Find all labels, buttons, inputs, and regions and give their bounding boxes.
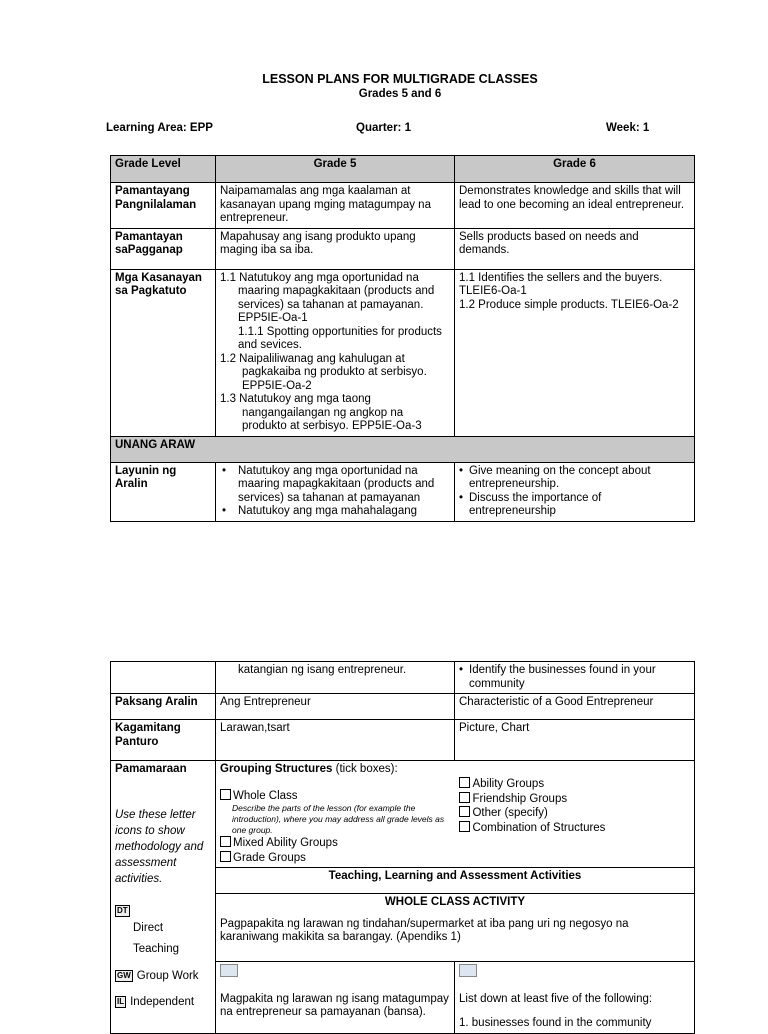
table-row	[111, 269, 695, 436]
row-label: Pamantayan saPagganap	[111, 228, 216, 269]
competency-line: 1.3 Natutukoy ang mga taong	[220, 393, 371, 405]
cell-grade6	[455, 462, 695, 521]
objective-bullet: • Natutukoy ang mga oportunidad na maaring mapagkakitaan (products and services) sa tahanan at pamayanan	[220, 465, 450, 506]
checkbox-label: Ability Groups	[472, 778, 545, 790]
ability-groups-checkbox[interactable]	[459, 777, 470, 788]
cell-grade6	[455, 269, 695, 436]
section-band: UNANG ARAW	[111, 436, 695, 462]
row-label: Paksang Aralin	[111, 694, 216, 720]
il-icon: IL	[117, 996, 125, 1006]
legend-label: Independent	[130, 995, 195, 1008]
competency-line: maaring mapagkakitaan (products and services) sa tahanan at pamayanan. EPP5IE-Oa-1	[238, 285, 435, 324]
competency-line: 1.1.1 Spotting opportunities for products and sevices.	[238, 325, 442, 351]
other-checkbox[interactable]	[459, 806, 470, 817]
competency-line: nangangailangan ng angkop na produkto at serbisyo. EPP5IE-Oa-3	[242, 406, 422, 432]
dt-icon: DT	[117, 905, 128, 915]
objective-continued: katangian ng isang entrepreneur.	[238, 664, 407, 676]
objective-bullet: • Natutukoy ang mga mahahalagang	[220, 505, 450, 519]
cell-grade5	[216, 269, 455, 436]
header-grade-5: Grade 5	[216, 156, 455, 183]
section-band-row	[111, 436, 695, 462]
document-title: LESSON PLANS FOR MULTIGRADE CLASSES	[262, 72, 538, 86]
row-label: Layunin ng Aralin	[111, 462, 216, 521]
friendship-groups-checkbox[interactable]	[459, 792, 470, 803]
row-label: Kagamitang Panturo	[111, 720, 216, 761]
checkbox-label: Mixed Ability Groups	[233, 837, 338, 849]
grouping-hint: (tick boxes):	[332, 763, 398, 775]
legend-group-work	[115, 970, 211, 984]
cell-grade6: Demonstrates knowledge and skills that will lead to one becoming an ideal entrepreneur.	[455, 183, 695, 229]
lesson-table-bottom	[110, 661, 695, 1034]
legend-direct-teaching	[115, 905, 211, 961]
checkbox-label: Whole Class	[233, 789, 298, 802]
cell-grade6	[455, 662, 695, 694]
objective-bullet: • Give meaning on the concept about entrepreneurship.	[459, 465, 690, 492]
tla-heading: Teaching, Learning and Assessment Activities	[216, 868, 695, 894]
pamamaraan-cell	[111, 761, 216, 1034]
whole-class-heading: WHOLE CLASS ACTIVITY	[216, 894, 695, 914]
cell-grade5-activity	[216, 962, 455, 1034]
cell-grade5	[216, 662, 455, 694]
grade-groups-checkbox[interactable]	[220, 851, 231, 862]
lesson-table-top	[110, 155, 695, 522]
competency-line: 1.2 Naipaliliwanag ang kahulugan at	[220, 352, 405, 365]
objective-bullet: • Discuss the importance of entrepreneurship	[459, 492, 690, 519]
combination-checkbox[interactable]	[459, 821, 470, 832]
cell-grade6: Characteristic of a Good Entrepreneur	[455, 694, 695, 720]
competency-line: pagkakaiba ng produkto at serbisyo. EPP5IE-Oa-2	[242, 366, 427, 392]
table-header-row	[111, 156, 695, 183]
learning-area: Learning Area: EPP	[106, 122, 213, 134]
week: Week: 1	[606, 122, 650, 134]
table-row	[111, 720, 695, 761]
legend-label: Teaching	[133, 943, 180, 955]
cell-grade5: Larawan,tsart	[216, 720, 455, 761]
cell-grade5: Mapahusay ang isang produkto upang maging iba sa iba.	[216, 228, 455, 269]
table-row	[111, 662, 695, 694]
competency-line: 1.1 Identifies the sellers and the buyers. TLEIE6-Oa-1	[459, 271, 663, 297]
checkbox-label: Other (specify)	[472, 807, 548, 819]
table-row	[111, 462, 695, 521]
header-grade-6: Grade 6	[455, 156, 695, 183]
legend-note: Use these letter icons to show methodology and assessment activities.	[115, 808, 204, 885]
quarter: Quarter: 1	[356, 122, 411, 134]
grade5-activity-text: Magpakita ng larawan ng isang matagumpay na entrepreneur sa pamayanan (bansa).	[220, 992, 449, 1018]
legend-label: Direct	[133, 922, 164, 934]
cell-grade5: Naipamamalas ang mga kaalaman at kasanayan upang mging matagumpay na entrepreneur.	[216, 183, 455, 229]
competency-line: 1.2 Produce simple products. TLEIE6-Oa-2	[459, 298, 679, 311]
row-label: Pamantayang Pangnilalaman	[111, 183, 216, 229]
grouping-structures-cell	[216, 761, 695, 868]
grade6-activity-item: 1. businesses found in the community	[459, 1017, 652, 1029]
document-subtitle: Grades 5 and 6	[358, 88, 442, 100]
row-label	[111, 662, 216, 694]
cell-grade5	[216, 462, 455, 521]
whole-class-note: Describe the parts of the lesson (for example the introduction), where you may address all grade levels as one group.	[232, 803, 445, 835]
competency-line: 1.1 Natutukoy ang mga oportunidad na	[220, 271, 419, 284]
grouping-title: Grouping Structures	[220, 763, 333, 775]
table-row	[111, 228, 695, 269]
legend-label: Group Work	[136, 970, 199, 982]
cell-grade6: Picture, Chart	[455, 720, 695, 761]
checkbox-label: Grade Groups	[233, 851, 306, 864]
cell-grade6-activity	[455, 962, 695, 1034]
row-label: Mga Kasanayan sa Pagkatuto	[111, 269, 216, 436]
mixed-ability-checkbox[interactable]	[220, 836, 231, 847]
whole-class-text: Pagpapakita ng larawan ng tindahan/supermarket at iba pang uri ng negosyo na karaniwang makikita sa barangay. (Apendiks 1)	[216, 914, 695, 962]
row-label: Pamamaraan	[115, 763, 187, 775]
checkbox-label: Friendship Groups	[472, 792, 568, 805]
checkbox-label: Combination of Structures	[472, 821, 606, 834]
objective-bullet: • Identify the businesses found in your community	[459, 664, 690, 691]
header-grade-level: Grade Level	[111, 156, 216, 183]
activity-icon-placeholder	[459, 964, 477, 977]
table-row	[111, 694, 695, 720]
grade6-activity-text: List down at least five of the following:	[459, 992, 653, 1005]
whole-class-checkbox[interactable]	[220, 789, 231, 800]
table-row	[111, 183, 695, 229]
cell-grade6: Sells products based on needs and demands.	[455, 228, 695, 269]
table-row	[111, 761, 695, 868]
activity-icon-placeholder	[220, 964, 238, 977]
gw-icon: GW	[117, 971, 131, 980]
legend-independent	[115, 996, 211, 1010]
cell-grade5: Ang Entrepreneur	[216, 694, 455, 720]
